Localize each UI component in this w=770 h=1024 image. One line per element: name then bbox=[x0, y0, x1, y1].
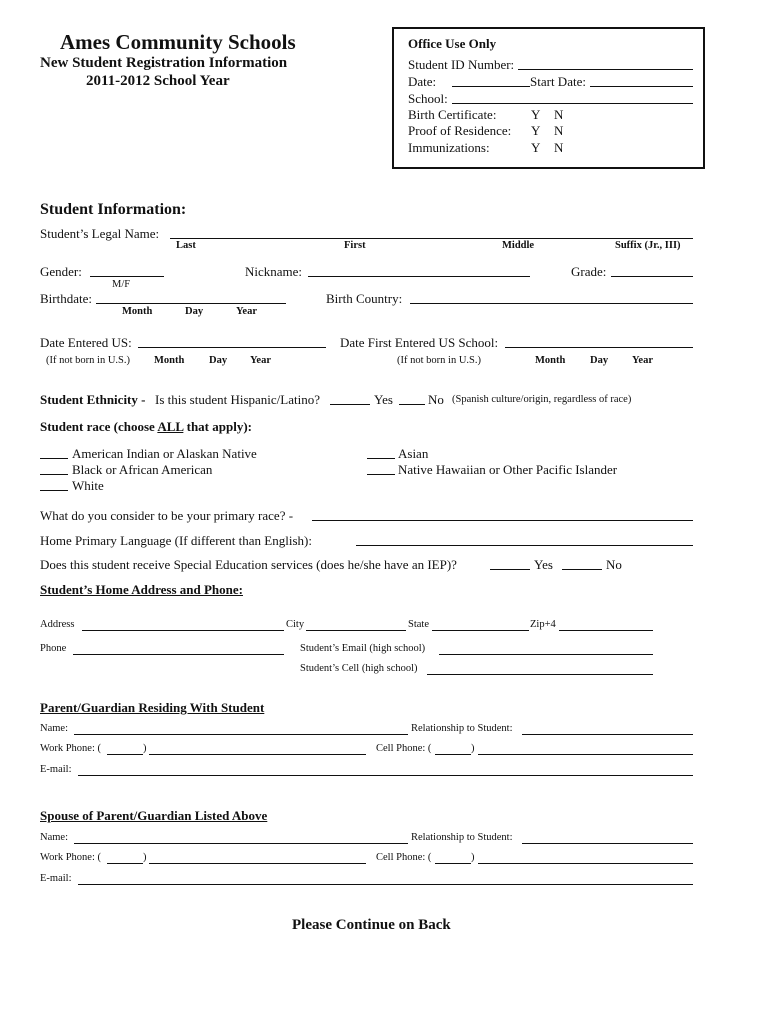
spouse-relationship-line[interactable] bbox=[522, 843, 693, 844]
entered-year-caption: Year bbox=[250, 355, 271, 366]
parent-relationship-line[interactable] bbox=[522, 734, 693, 735]
birth-country-label: Birth Country: bbox=[326, 291, 403, 306]
phone-line[interactable] bbox=[73, 654, 284, 655]
office-date-label: Date: bbox=[408, 74, 437, 89]
office-heading: Office Use Only bbox=[408, 36, 497, 51]
first-caption: First bbox=[344, 240, 366, 251]
school-month-caption: Month bbox=[535, 355, 566, 366]
student-cell-line[interactable] bbox=[427, 674, 653, 675]
spouse-work-area-line[interactable] bbox=[107, 863, 143, 864]
race-opt4-line[interactable] bbox=[367, 458, 395, 459]
proof-res-label: Proof of Residence: bbox=[408, 123, 512, 138]
office-school-line[interactable] bbox=[452, 103, 693, 104]
form-title: New Student Registration Information bbox=[40, 55, 288, 71]
race-opt3: White bbox=[72, 478, 104, 493]
city-line[interactable] bbox=[306, 630, 406, 631]
suffix-caption: Suffix (Jr., III) bbox=[615, 240, 681, 251]
primary-race-label: What do you consider to be your primary race? - bbox=[40, 508, 294, 523]
language-line[interactable] bbox=[356, 545, 693, 546]
parent-heading: Parent/Guardian Residing With Student bbox=[40, 700, 265, 715]
start-date-line[interactable] bbox=[590, 86, 693, 87]
ethnicity-yes: Yes bbox=[374, 392, 393, 407]
office-school-label: School: bbox=[408, 91, 448, 106]
org-name: Ames Community Schools bbox=[60, 30, 296, 54]
nickname-label: Nickname: bbox=[245, 264, 303, 279]
spouse-work-phone-label: Work Phone: ( bbox=[40, 852, 101, 863]
spouse-heading: Spouse of Parent/Guardian Listed Above bbox=[40, 808, 268, 823]
birth-cert-y[interactable]: Y bbox=[531, 107, 541, 122]
middle-caption: Middle bbox=[502, 240, 535, 251]
birth-month-caption: Month bbox=[122, 306, 153, 317]
school-day-caption: Day bbox=[590, 355, 609, 366]
spouse-cell-paren: ) bbox=[471, 852, 475, 863]
parent-cell-paren: ) bbox=[471, 743, 475, 754]
date-entered-us-label: Date Entered US: bbox=[40, 335, 132, 350]
parent-work-phone-line[interactable] bbox=[149, 754, 366, 755]
birth-cert-n[interactable]: N bbox=[554, 107, 564, 122]
parent-work-paren: ) bbox=[143, 743, 147, 754]
address-label: Address bbox=[40, 619, 75, 630]
sped-no-line[interactable] bbox=[562, 569, 602, 570]
not-born-note-1: (If not born in U.S.) bbox=[46, 355, 130, 366]
address-line[interactable] bbox=[82, 630, 284, 631]
date-entered-us-line[interactable] bbox=[138, 347, 326, 348]
birth-year-caption: Year bbox=[236, 306, 257, 317]
spouse-cell-phone-label: Cell Phone: ( bbox=[376, 852, 432, 863]
spouse-cell-phone-line[interactable] bbox=[478, 863, 693, 864]
race-opt2: Black or African American bbox=[72, 462, 213, 477]
birth-day-caption: Day bbox=[185, 306, 204, 317]
spouse-name-label: Name: bbox=[40, 832, 68, 843]
race-opt4: Asian bbox=[398, 446, 429, 461]
parent-email-label: E-mail: bbox=[40, 764, 72, 775]
race-opt2-line[interactable] bbox=[40, 474, 68, 475]
spouse-relationship-label: Relationship to Student: bbox=[411, 832, 513, 843]
spouse-work-phone-line[interactable] bbox=[149, 863, 366, 864]
race-opt3-line[interactable] bbox=[40, 490, 68, 491]
date-first-school-line[interactable] bbox=[505, 347, 693, 348]
date-first-school-label: Date First Entered US School: bbox=[340, 335, 499, 350]
immunizations-label: Immunizations: bbox=[408, 140, 490, 155]
state-label: State bbox=[408, 619, 429, 630]
student-cell-label: Student’s Cell (high school) bbox=[300, 663, 418, 674]
parent-relationship-label: Relationship to Student: bbox=[411, 723, 513, 734]
spouse-work-paren: ) bbox=[143, 852, 147, 863]
spouse-email-line[interactable] bbox=[78, 884, 693, 885]
entered-day-caption: Day bbox=[209, 355, 228, 366]
school-year: 2011-2012 School Year bbox=[86, 73, 230, 89]
entered-month-caption: Month bbox=[154, 355, 185, 366]
spouse-name-line[interactable] bbox=[74, 843, 408, 844]
ethnicity-no: No bbox=[428, 392, 444, 407]
race-label: Student race (choose ALL that apply): bbox=[40, 419, 252, 434]
immunizations-n[interactable]: N bbox=[554, 140, 564, 155]
parent-name-label: Name: bbox=[40, 723, 68, 734]
legal-name-line[interactable] bbox=[170, 238, 693, 239]
school-year-caption: Year bbox=[632, 355, 653, 366]
parent-cell-area-line[interactable] bbox=[435, 754, 471, 755]
parent-work-area-line[interactable] bbox=[107, 754, 143, 755]
state-line[interactable] bbox=[432, 630, 529, 631]
spouse-cell-area-line[interactable] bbox=[435, 863, 471, 864]
student-id-line[interactable] bbox=[518, 69, 693, 70]
zip-line[interactable] bbox=[559, 630, 653, 631]
office-date-line[interactable] bbox=[452, 86, 530, 87]
birthdate-line[interactable] bbox=[96, 303, 286, 304]
language-label: Home Primary Language (If different than English): bbox=[40, 533, 312, 548]
birth-cert-label: Birth Certificate: bbox=[408, 107, 497, 122]
race-opt5-line[interactable] bbox=[367, 474, 395, 475]
parent-name-line[interactable] bbox=[74, 734, 408, 735]
parent-work-phone-label: Work Phone: ( bbox=[40, 743, 101, 754]
birthdate-label: Birthdate: bbox=[40, 291, 92, 306]
legal-name-label: Student’s Legal Name: bbox=[40, 226, 160, 241]
race-opt1-line[interactable] bbox=[40, 458, 68, 459]
sped-question: Does this student receive Special Education services (does he/she have an IEP)? bbox=[40, 557, 457, 572]
ethnicity-yes-line[interactable] bbox=[330, 404, 370, 405]
race-opt1: American Indian or Alaskan Native bbox=[72, 446, 257, 461]
city-label: City bbox=[286, 619, 305, 630]
proof-res-y[interactable]: Y bbox=[531, 123, 541, 138]
ethnicity-question: Is this student Hispanic/Latino? bbox=[155, 392, 321, 407]
sped-yes-line[interactable] bbox=[490, 569, 530, 570]
not-born-note-2: (If not born in U.S.) bbox=[397, 355, 481, 366]
start-date-label: Start Date: bbox=[530, 74, 586, 89]
primary-race-line[interactable] bbox=[312, 520, 693, 521]
phone-label: Phone bbox=[40, 643, 67, 654]
nickname-line[interactable] bbox=[308, 276, 530, 277]
proof-res-n[interactable]: N bbox=[554, 123, 564, 138]
race-opt5: Native Hawaiian or Other Pacific Islander bbox=[398, 462, 618, 477]
grade-label: Grade: bbox=[571, 264, 607, 279]
continue-note: Please Continue on Back bbox=[292, 917, 451, 933]
parent-cell-phone-line[interactable] bbox=[478, 754, 693, 755]
sped-no: No bbox=[606, 557, 622, 572]
birth-country-line[interactable] bbox=[410, 303, 693, 304]
student-info-heading: Student Information: bbox=[40, 201, 187, 218]
zip-label: Zip+4 bbox=[530, 619, 556, 630]
mf-caption: M/F bbox=[112, 279, 131, 290]
spouse-email-label: E-mail: bbox=[40, 873, 72, 884]
ethnicity-label: Student Ethnicity - bbox=[40, 392, 146, 407]
gender-label: Gender: bbox=[40, 264, 82, 279]
student-id-label: Student ID Number: bbox=[408, 57, 515, 72]
student-email-label: Student’s Email (high school) bbox=[300, 643, 426, 654]
sped-yes: Yes bbox=[534, 557, 553, 572]
address-heading: Student’s Home Address and Phone: bbox=[40, 582, 243, 597]
last-caption: Last bbox=[176, 240, 196, 251]
ethnicity-no-line[interactable] bbox=[399, 404, 425, 405]
ethnicity-note: (Spanish culture/origin, regardless of race) bbox=[452, 394, 632, 405]
immunizations-y[interactable]: Y bbox=[531, 140, 541, 155]
grade-line[interactable] bbox=[611, 276, 693, 277]
student-email-line[interactable] bbox=[439, 654, 653, 655]
gender-line[interactable] bbox=[90, 276, 164, 277]
parent-cell-phone-label: Cell Phone: ( bbox=[376, 743, 432, 754]
parent-email-line[interactable] bbox=[78, 775, 693, 776]
